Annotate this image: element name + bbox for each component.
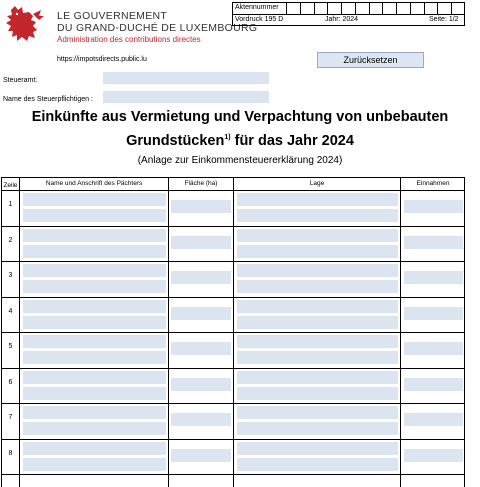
tenant-address-field[interactable]	[23, 458, 166, 471]
column-header-lage: Lage	[309, 180, 325, 187]
steueramt-field[interactable]	[103, 72, 269, 84]
taxpayer-name-label: Name des Steuerpflichtigen :	[3, 96, 93, 103]
tenant-name-field[interactable]	[23, 335, 166, 348]
income-field[interactable]	[404, 200, 463, 213]
income-field[interactable]	[404, 378, 463, 391]
location-field[interactable]	[237, 209, 398, 222]
tenant-name-field[interactable]	[23, 229, 166, 242]
row-divider	[2, 297, 464, 298]
row-number: 5	[8, 343, 13, 350]
area-ha-field[interactable]	[171, 342, 231, 355]
row-divider	[2, 368, 464, 369]
location-field[interactable]	[237, 264, 398, 277]
tenant-address-field[interactable]	[23, 387, 166, 400]
tenant-address-field[interactable]	[23, 280, 166, 293]
red-lion-icon	[3, 4, 47, 44]
row-number: 2	[8, 236, 13, 244]
footnote-marker: 1)	[224, 134, 231, 142]
aktennummer-input[interactable]	[286, 3, 465, 14]
row-number: 6	[8, 378, 13, 386]
row-divider	[2, 332, 464, 333]
location-field[interactable]	[237, 387, 398, 400]
page-title-line-1: Einkünfte aus Vermietung und Verpachtung von unbebauten	[31, 109, 449, 125]
reset-button[interactable]: Zurücksetzen	[317, 52, 424, 68]
tenant-name-field[interactable]	[23, 406, 166, 419]
location-field[interactable]	[237, 245, 398, 258]
title-year: für das Jahr 2024	[230, 133, 354, 149]
website-url: https://impotsdirects.public.lu	[57, 56, 147, 63]
tenant-name-field[interactable]	[23, 442, 166, 455]
page-number: Seite: 1/2	[429, 16, 459, 23]
government-line-2: DU GRAND-DUCHÉ DE LUXEMBOURG	[57, 22, 258, 34]
aktennummer-label: Aktennummer	[235, 4, 279, 11]
page-title-line-2	[0, 133, 480, 149]
column-header-einnahmen: Einnahmen	[416, 180, 450, 187]
tenant-name-field[interactable]	[23, 193, 166, 206]
row-divider	[2, 226, 464, 227]
government-line-1: LE GOUVERNEMENT	[57, 10, 168, 22]
area-ha-field[interactable]	[171, 271, 231, 284]
area-ha-field[interactable]	[171, 307, 231, 320]
location-field[interactable]	[237, 229, 398, 242]
location-field[interactable]	[237, 371, 398, 384]
location-field[interactable]	[237, 193, 398, 206]
location-field[interactable]	[237, 300, 398, 313]
location-field[interactable]	[237, 458, 398, 471]
income-field[interactable]	[404, 342, 463, 355]
income-field[interactable]	[404, 449, 463, 462]
row-divider	[2, 403, 464, 404]
location-field[interactable]	[237, 316, 398, 329]
area-ha-field[interactable]	[171, 449, 231, 462]
location-field[interactable]	[237, 335, 398, 348]
row-number: 1	[8, 201, 13, 208]
tenant-name-field[interactable]	[23, 371, 166, 384]
steueramt-label: Steueramt:	[3, 77, 38, 84]
location-field[interactable]	[237, 442, 398, 455]
page-subtitle: (Anlage zur Einkommensteuererklärung 2024)	[137, 155, 343, 166]
header-divider	[233, 14, 464, 15]
tenant-address-field[interactable]	[23, 209, 166, 222]
row-divider	[2, 474, 464, 475]
row-number: 3	[8, 272, 13, 279]
tenant-address-field[interactable]	[23, 316, 166, 329]
location-field[interactable]	[237, 422, 398, 435]
column-header-name: Name und Anschrift des Pächters	[45, 180, 143, 187]
year-label: Jahr: 2024	[325, 16, 359, 23]
tenant-name-field[interactable]	[23, 264, 166, 277]
location-field[interactable]	[237, 351, 398, 364]
area-ha-field[interactable]	[171, 413, 231, 426]
income-field[interactable]	[404, 413, 463, 426]
income-table	[1, 177, 465, 487]
taxpayer-name-field[interactable]	[103, 91, 269, 103]
income-field[interactable]	[404, 236, 463, 249]
location-field[interactable]	[237, 280, 398, 293]
income-field[interactable]	[404, 271, 463, 284]
location-field[interactable]	[237, 406, 398, 419]
title-grundstuecke: Grundstücken	[126, 133, 225, 149]
income-field[interactable]	[404, 307, 463, 320]
row-number: 8	[8, 449, 13, 457]
header-row-divider	[2, 190, 464, 191]
row-divider	[2, 261, 464, 262]
tenant-address-field[interactable]	[23, 351, 166, 364]
column-header-zeile: Zeile	[3, 182, 18, 189]
column-header-flaeche: Fläche (ha)	[184, 180, 218, 187]
tenant-name-field[interactable]	[23, 300, 166, 313]
administration-name: Administration des contributions directes	[57, 35, 201, 44]
tenant-address-field[interactable]	[23, 422, 166, 435]
area-ha-field[interactable]	[171, 236, 231, 249]
row-number: 4	[8, 307, 13, 315]
document-header-box	[232, 2, 465, 26]
area-ha-field[interactable]	[171, 378, 231, 391]
row-number: 7	[8, 414, 13, 421]
tenant-address-field[interactable]	[23, 245, 166, 258]
area-ha-field[interactable]	[171, 200, 231, 213]
row-divider	[2, 439, 464, 440]
vordruck-number: Vordruck 195 D	[235, 16, 284, 23]
